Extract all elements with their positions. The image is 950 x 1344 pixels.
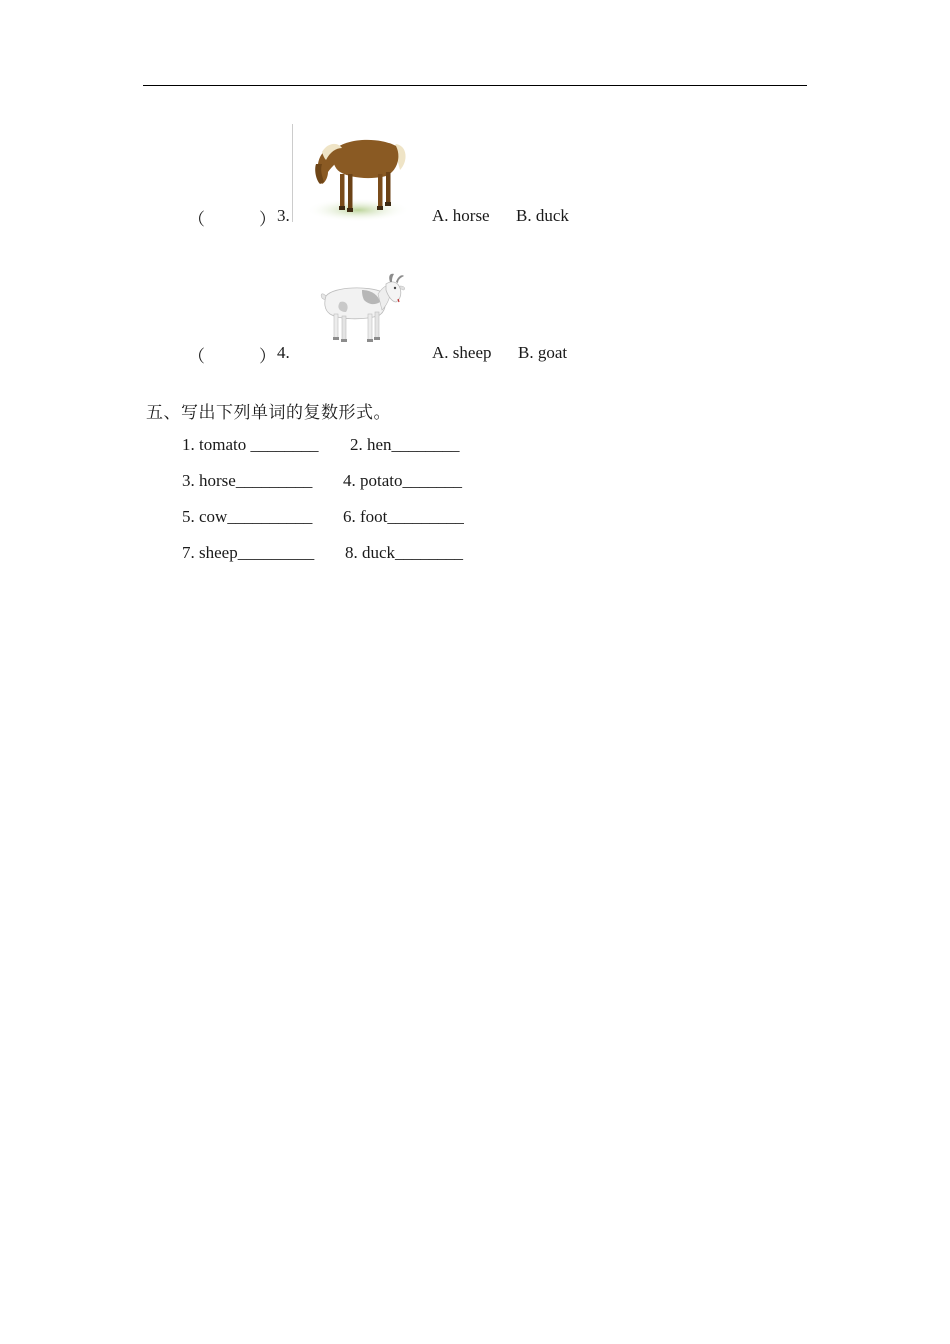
- exercise-item: 3. horse_________: [182, 471, 313, 490]
- exercise-item: 4. potato_______: [343, 471, 462, 490]
- option-b: B. goat: [518, 343, 568, 362]
- exercise-item: 5. cow__________: [182, 507, 313, 526]
- exercise-item: 8. duck________: [345, 543, 464, 562]
- exercise-item: 2. hen________: [350, 435, 460, 454]
- option-a: A. sheep: [432, 343, 492, 362]
- answer-paren-close: ）: [259, 347, 276, 366]
- exercise-item: 6. foot_________: [343, 507, 464, 526]
- exercise-item: 1. tomato ________: [182, 435, 319, 454]
- horse-picture: [292, 124, 424, 222]
- answer-paren-close: ）: [259, 210, 276, 229]
- option-b: B. duck: [516, 206, 569, 225]
- answer-paren-open: （: [188, 210, 205, 229]
- question-number: 3.: [277, 206, 290, 225]
- section-title: 五、写出下列单词的复数形式。: [146, 403, 391, 423]
- option-a: A. horse: [432, 206, 490, 225]
- answer-paren-open: （: [188, 347, 205, 366]
- exercise-item: 7. sheep_________: [182, 543, 315, 562]
- header-rule: [143, 85, 807, 86]
- question-number: 4.: [277, 343, 290, 362]
- goat-picture: [318, 272, 410, 346]
